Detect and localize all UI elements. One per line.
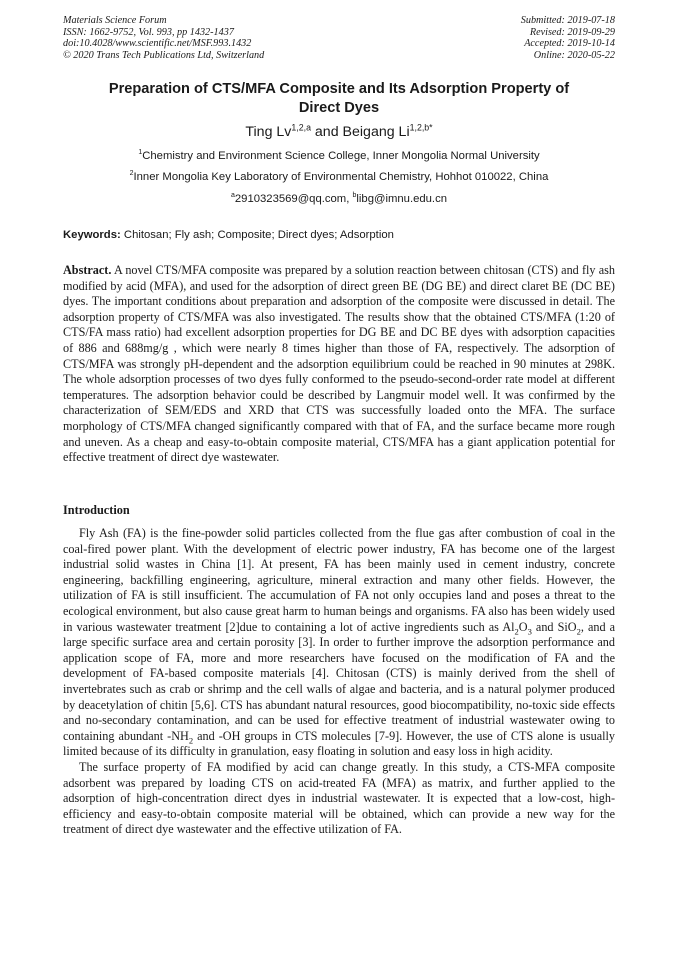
abstract: [63, 263, 615, 466]
email-address: libg@imnu.edu.cn: [356, 193, 448, 205]
email-mark: a: [230, 192, 235, 200]
email-address: 2910323569@qq.com,: [234, 193, 350, 205]
subscript: 2: [188, 735, 194, 746]
abstract-label: Abstract.: [63, 263, 112, 277]
author-affiliation-mark: 1,2,a: [291, 122, 311, 133]
affiliation-number: 1: [138, 149, 143, 157]
journal-issn: ISSN: 1662-9752, Vol. 993, pp 1432-1437: [63, 26, 234, 38]
author-list: [63, 123, 615, 141]
author-affiliation-mark: 1,2,b*: [409, 122, 433, 133]
paragraph-text: , and a large specific surface area and certain porosity [3]. In order to further improve the adsorption performance and application scope of FA, more and more researchers have focused on the modification of FA and the development of FA-based composite materials [4]. Chitosan (CTS) is mainly derived from the shell of invertebrates such as crab or shrimp and the cell walls of algae and bacteria, and is a natural polymer produced by deacetylation of chitin [5,6]. CTS has abundant natural resources, good biocompatibility, no-toxic side effects and no-secondary contamination, and can be used for effective treatment of industrial wastewater owing to containing abundant -NH: [63, 619, 616, 743]
paragraph-text: O: [518, 619, 528, 634]
paper-title-line-1: Preparation of CTS/MFA Composite and Its Adsorption Property of: [108, 81, 570, 97]
affiliation-text: Inner Mongolia Key Laboratory of Environmental Chemistry, Hohhot 010022, China: [133, 171, 549, 183]
submission-dates-header: [521, 15, 615, 61]
email-mark: b: [352, 192, 357, 200]
revised-date: Revised: 2019-09-29: [529, 26, 615, 38]
affiliation-number: 2: [129, 170, 134, 178]
introduction-paragraph-2: The surface property of FA modified by acid can change greatly. In this study, a CTS-MFA composite adsorbent was prepared by loading CTS on acid-treated FA (MFA) as matrix, and further applied to the adsorption of high-concentration direct dyes in industrial wastewater. It is expected that a low-cost, high-efficiency and easy-to-obtain composite material will be obtained, which can provide a new way for the treatment of direct dye wastewater and the effective utilization of FA.: [63, 759, 615, 837]
author-name: Ting Lv: [245, 124, 292, 140]
subscript: 3: [527, 626, 532, 636]
submitted-date: Submitted: 2019-07-18: [520, 15, 615, 26]
subscript: 2: [576, 626, 581, 636]
paragraph-text: and SiO: [531, 619, 577, 634]
journal-copyright: © 2020 Trans Tech Publications Ltd, Switzerland: [63, 49, 265, 61]
journal-doi: doi:10.4028/www.scientific.net/MSF.993.1432: [63, 38, 252, 50]
author-emails: [63, 192, 615, 206]
abstract-text: A novel CTS/MFA composite was prepared by a solution reaction between chitosan (CTS) and fly ash modified by acid (MFA), and used for the adsorption of direct green BE (DG BE) and direct claret BE (DC BE) dyes. The important conditions about preparation and adsorption of the composite were discussed in detail. The adsorption property of CTS/MFA was also investigated. The results show that the obtained CTS/MFA (1:20 of CTS/FA mass ratio) had excellent adsorption properties for DG BE and DC BE dyes with adsorption capacities of 886 and 688mg/g , which were nearly 8 times higher than those of FA, respectively. The adsorption of CTS/MFA was strongly pH-dependent and the adsorption equilibrium could be reached in 90 minutes at 298K. The whole adsorption processes of two dyes fully conformed to the pseudo-second-order rate model at different temperatures. The adsorption behavior could be described by Langmuir model well. It was confirmed by the characterization of SEM/EDS and XRD that CTS was successfully loaded onto the MFA. The surface morphology of CTS/MFA changed significantly compared with that of FA, and the surface became more rough and uneven. As a cheap and easy-to-obtain composite material, CTS/MFA has a giant application potential for effective treatment of direct dye wastewater.: [63, 263, 615, 465]
author-name: Beigang Li: [342, 124, 410, 140]
online-date: Online: 2020-05-22: [533, 49, 615, 61]
paragraph-text: Fly Ash (FA) is the fine-powder solid particles collected from the flue gas after combustion of coal in the coal-fired power plant. With the development of electric power industry, FA has become one of the largest industrial solid wastes in China [1]. At present, FA has been mainly used in cement industry, concrete engineering, backfilling engineering, agriculture, mineral extraction and many other fields. However, the utilization of FA is still insufficient. The accumulation of FA not only occupies land and poses a threat to the ecological environment, but also cause great harm to human beings and organisms. FA also has been widely used in various wastewater treatment [2]due to containing a lot of active ingredients such as Al: [63, 526, 615, 634]
author-conjunction: and: [314, 124, 339, 140]
affiliation-2: [63, 170, 615, 184]
section-heading-introduction: Introduction: [63, 503, 130, 517]
paragraph-text: and -OH groups in CTS molecules [7-9]. However, the use of CTS alone is usually limited because of its difficulty in granulation, easy floating in solution and easy loss in high acidity.: [63, 728, 615, 759]
journal-info-header: [63, 15, 264, 61]
paper-title-line-2: Direct Dyes: [298, 99, 380, 116]
keywords: [63, 228, 615, 242]
journal-name: Materials Science Forum: [63, 15, 167, 26]
affiliation-text: Chemistry and Environment Science College, Inner Mongolia Normal University: [142, 150, 540, 162]
accepted-date: Accepted: 2019-10-14: [524, 38, 615, 50]
affiliation-1: [63, 149, 615, 163]
introduction-paragraph-1: [63, 526, 615, 760]
keywords-text: Chitosan; Fly ash; Composite; Direct dyes; Adsorption: [123, 229, 394, 241]
introduction-body: [63, 526, 615, 838]
keywords-label: Keywords:: [63, 229, 121, 241]
subscript: 2: [514, 626, 519, 636]
paper-title: [63, 80, 615, 117]
